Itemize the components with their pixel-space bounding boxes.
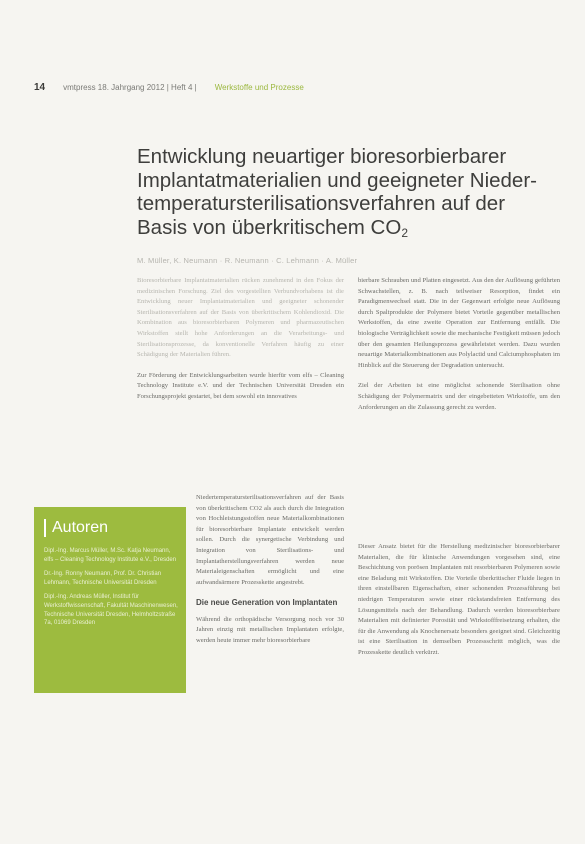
- page-header: [34, 82, 304, 93]
- authors-box-heading: Autoren: [52, 519, 109, 536]
- section-subheading: Die neue Generation von Implantaten: [196, 598, 338, 608]
- title-subscript: 2: [401, 225, 408, 240]
- article-title: [137, 145, 557, 245]
- author-group: Dr.-Ing. Ronny Neumann, Prof. Dr. Christian Lehmann, Technische Universität Dresden: [44, 571, 162, 586]
- abstract-text: Bioresorbierbare Implantatmaterialien rücken zunehmend in den Fokus der medizinischen Forschung. Ziel des vorgestellten Verbundvorhabens ist die Entwicklung neuer Implantatmaterialien und geeigneter schonender Sterilisationsverfahren auf der Basis von überkritischem Kohlendioxid. Die Kombination aus bioresorbierbaren Polymeren und pharmazeutischen Wirkstoffen stellt hohe Anforderungen an die Verarbeitungs- und Sterilisationsprozesse, da konventionelle Verfahren häufig zu einer Schädigung der Materialien führen.: [137, 277, 344, 359]
- authors-box: [34, 507, 186, 693]
- author-group: Dipl.-Ing. Andreas Müller, Institut für Werkstoffwissenschaft, Fakultät Maschinenwesen, Technische Universität Dresden, Helmholtzstraße 7a, 01069 Dresden: [44, 594, 178, 627]
- body-paragraph: Dieser Ansatz bietet für die Herstellung medizinischer bioresorbierbarer Materialien, die für klinische Anwendungen vorgesehen sind, eine Beschichtung von porösen Implantaten mit resorbierbaren Polymeren sowie eine Beladung mit Wirkstoffen. Die Vorteile überkritischer Fluide liegen in ihren einstellbaren Eigenschaften, einer schonenden Prozessführung bei niedrigen Temperaturen sowie einer rückstandsfreien Entfernung des Lösungsmittels nach der Behandlung. Dadurch werden bioresorbierbare Materialien mit definierter Porosität und Wirkstofffreisetzung erhalten, die für die Anwendung als Knochenersatz besonders geeignet sind. Gleichzeitig ist eine Sterilisation in demselben Prozessschritt möglich, was die Prozesskette deutlich verkürzt.: [358, 543, 560, 656]
- author-byline: M. Müller, K. Neumann · R. Neumann · C. Lehmann · A. Müller: [137, 256, 358, 265]
- title-bar-icon: [44, 519, 46, 537]
- body-paragraph: Niedertemperatursterilisationsverfahren auf der Basis von überkritischem CO2 als auch durch die Integration von Hochleistungsstoffen neue Materialkombinationen für bioresorbierbare Implantate entwickelt werden sollen. Durch die synergetische Verbindung und Integration von Sterilisations- und Implantatherstellungsverfahren werden neue Materialeigenschaften ermöglicht und eine aufwandsärmere Prozesskette angestrebt.: [196, 494, 344, 586]
- column-right-lower: [358, 542, 560, 669]
- column-left: [137, 276, 344, 413]
- article-title-text: Entwicklung neuartiger bioresorbierbarer Implantatmaterialien und geeigneter Niedertemperatursterilisationsverfahren auf der Basis von überkritischem CO: [137, 145, 537, 239]
- body-paragraph: Ziel der Arbeiten ist eine möglichst schonende Sterilisation ohne Schädigung der Polymermatrix und der eingebetteten Wirkstoffe, um den Anforderungen an die Zulassung gerecht zu werden.: [358, 382, 560, 411]
- intro-paragraph: Zur Förderung der Entwicklungsarbeiten wurde hierfür vom elfs – Cleaning Technology Institute e.V. und der Technischen Universität Dresden ein Forschungsprojekt gestartet, bei dem sowohl ein innovatives: [137, 371, 344, 400]
- body-paragraph: bierbare Schrauben und Platten eingesetzt. Aus den der Auflösung geführten Schwachstellen, z. B. nach teilweiser Resorption, findet ein Paradigmenwechsel statt. Die in der Gegenwart erfolgte neue Auflösung durch Spaltprodukte der Polymere bietet Vorteile gegenüber metallischen Werkstoffen, da eine zweite Operation zur Entfernung entfällt. Die biologische Verträglichkeit sowie die mechanische Festigkeit müssen jedoch über den gesamten Heilungsprozess gewährleistet werden. Dazu wurden neuartige Materialkombinationen aus Polylactid und Calciumphosphaten im Hinblick auf die Steuerung der Degradation untersucht.: [358, 277, 560, 369]
- column-right: [358, 276, 560, 423]
- column-left-lower: [196, 493, 344, 657]
- author-group: Dipl.-Ing. Marcus Müller, M.Sc. Katja Neumann, elfs – Cleaning Technology Institute e.V., Dresden: [44, 548, 177, 563]
- body-paragraph: Während die orthopädische Versorgung noch vor 30 Jahren einzig mit metallischen Implantaten erfolgte, werden heute immer mehr bioresorbierbare: [196, 615, 344, 645]
- page-number: 14: [34, 82, 46, 93]
- journal-info: vmtpress 18. Jahrgang 2012 | Heft 4 |: [63, 83, 197, 92]
- authors-box-title: [44, 519, 178, 537]
- section-name: Werkstoffe und Prozesse: [214, 83, 304, 92]
